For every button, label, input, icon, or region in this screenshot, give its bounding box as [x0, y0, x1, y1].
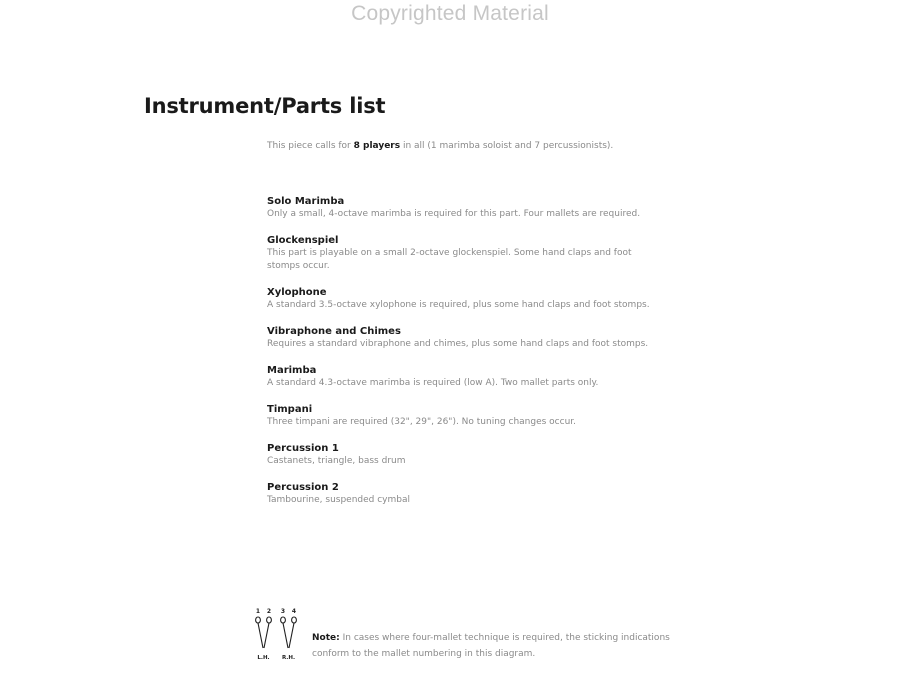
mallet-numbering-diagram [252, 606, 302, 662]
intro-text [267, 141, 613, 151]
part-name: Glockenspiel [267, 235, 339, 246]
part-description: Requires a standard vibraphone and chimes, plus some hand claps and foot stomps. [267, 339, 649, 349]
part-name: Xylophone [267, 287, 327, 298]
diagram-note [312, 630, 672, 662]
part-description: A standard 3.5-octave xylophone is required, plus some hand claps and foot stomps. [267, 300, 650, 310]
part-description: Tambourine, suspended cymbal [267, 495, 411, 505]
mallet-shapes [256, 617, 297, 648]
part-description: This part is playable on a small 2-octave glockenspiel. Some hand claps and foot stomps occur. [267, 248, 632, 271]
mallet-number: 3 [280, 608, 286, 615]
intro-prefix: This piece calls for [267, 141, 354, 151]
part-description: Castanets, triangle, bass drum [267, 456, 406, 466]
right-hand-label: R.H. [281, 655, 296, 661]
part-item [267, 325, 697, 351]
parts-list [267, 195, 697, 520]
intro-players-count: 8 players [353, 141, 401, 151]
copyright-watermark: Copyrighted Material [351, 2, 549, 25]
intro-suffix: in all (1 marimba soloist and 7 percussionists). [400, 141, 614, 151]
note-text: In cases where four-mallet technique is required, the sticking indications conform to the mallet numbering in this diagram. [312, 633, 670, 659]
part-item [267, 481, 697, 507]
mallet-number: 2 [266, 608, 272, 615]
part-name: Percussion 2 [267, 482, 339, 493]
part-item [267, 442, 697, 468]
part-name: Percussion 1 [267, 443, 339, 454]
part-description: A standard 4.3-octave marimba is required (low A). Two mallet parts only. [267, 378, 599, 388]
part-item [267, 364, 697, 390]
mallet-number: 4 [291, 608, 297, 615]
part-description: Only a small, 4-octave marimba is required for this part. Four mallets are required. [267, 209, 641, 219]
part-item [267, 403, 697, 429]
part-name: Timpani [267, 404, 313, 415]
part-item [267, 234, 697, 273]
page-title: Instrument/Parts list [144, 94, 386, 118]
note-label: Note: [312, 633, 340, 643]
part-name: Vibraphone and Chimes [267, 326, 401, 337]
left-hand-label: L.H. [257, 655, 270, 661]
part-item [267, 286, 697, 312]
part-description: Three timpani are required (32", 29", 26"). No tuning changes occur. [267, 417, 577, 427]
part-name: Solo Marimba [267, 196, 345, 207]
part-item [267, 195, 697, 221]
mallet-number: 1 [255, 608, 261, 615]
part-name: Marimba [267, 365, 317, 376]
